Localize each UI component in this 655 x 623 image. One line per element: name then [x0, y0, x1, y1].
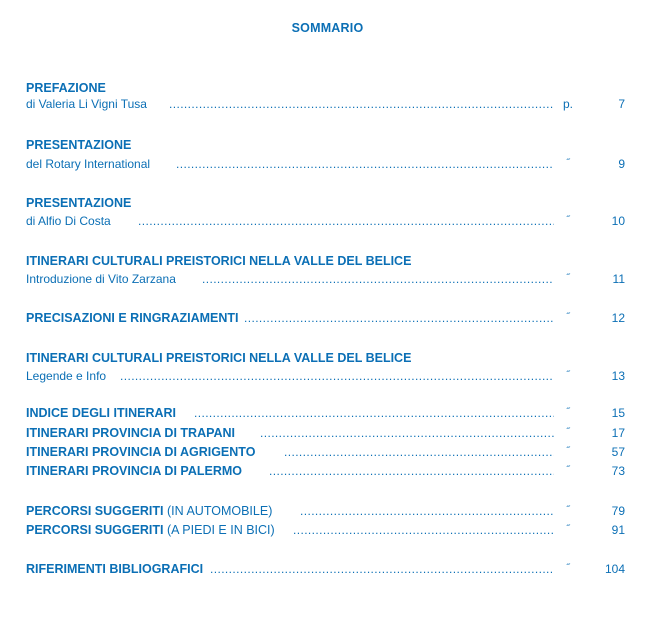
page-prefix: ˝	[566, 273, 570, 284]
page-prefix: ˝	[566, 158, 570, 169]
toc-entry-palermo[interactable]	[26, 463, 625, 479]
leader-dots	[169, 96, 554, 112]
toc-entry-introduzione[interactable]	[26, 271, 625, 287]
page-prefix: ˝	[566, 524, 570, 535]
toc-entry-legende[interactable]	[26, 368, 625, 384]
leader-dots	[138, 213, 554, 229]
toc-entry-text: INDICE DEGLI ITINERARI	[26, 406, 177, 420]
leader-dots	[210, 561, 554, 577]
toc-heading-presentazione: PRESENTAZIONE	[26, 138, 132, 152]
page-number: 91	[611, 523, 625, 537]
page-number: 9	[618, 157, 625, 171]
toc-entry-riferimenti[interactable]	[26, 561, 625, 577]
page-number: 11	[612, 272, 625, 286]
toc-entry-text: PRECISAZIONI E RINGRAZIAMENTI	[26, 311, 239, 325]
toc-entry-costa[interactable]	[26, 213, 625, 229]
leader-dots	[120, 368, 554, 384]
toc-entry-piedi[interactable]	[26, 522, 625, 538]
toc-entry-text	[26, 522, 275, 538]
page-prefix: ˝	[566, 505, 570, 516]
toc-heading-presentazione: PRESENTAZIONE	[26, 196, 132, 210]
leader-dots	[284, 444, 554, 460]
toc-entry-indice[interactable]	[26, 405, 625, 421]
toc-entry-text-bold: PERCORSI SUGGERITI	[26, 523, 164, 537]
toc-entry-text: ITINERARI PROVINCIA DI AGRIGENTO	[26, 445, 256, 459]
page-number: 17	[611, 426, 625, 440]
leader-dots	[202, 271, 554, 287]
page-prefix: p.	[562, 97, 573, 111]
page-prefix: ˝	[566, 407, 570, 418]
page-number: 7	[618, 97, 625, 111]
page-number: 10	[611, 214, 625, 228]
page-prefix: ˝	[566, 215, 570, 226]
leader-dots	[269, 463, 554, 479]
toc-heading-prefazione: PREFAZIONE	[26, 81, 106, 95]
toc-entry-precisazioni[interactable]	[26, 310, 625, 326]
leader-dots	[194, 405, 554, 421]
page-number: 57	[611, 445, 625, 459]
toc-entry-text: Legende e Info	[26, 369, 107, 383]
toc-entry-text-light: (IN AUTOMOBILE)	[167, 504, 273, 518]
page-number: 15	[611, 406, 625, 420]
toc-entry-text	[26, 503, 272, 519]
toc-entry-agrigento[interactable]	[26, 444, 625, 460]
toc-entry-text: di Alfio Di Costa	[26, 214, 111, 228]
toc-entry-text: del Rotary International	[26, 157, 151, 171]
leader-dots	[176, 156, 554, 172]
page-prefix: ˝	[566, 427, 570, 438]
toc-entry-text: ITINERARI PROVINCIA DI PALERMO	[26, 464, 242, 478]
page-number: 73	[611, 464, 625, 478]
toc-entry-text: ITINERARI PROVINCIA DI TRAPANI	[26, 426, 236, 440]
toc-entry-text: di Valeria Li Vigni Tusa	[26, 97, 147, 111]
leader-dots	[293, 522, 554, 538]
toc-heading-itinerari: ITINERARI CULTURALI PREISTORICI NELLA VALLE DEL BELICE	[26, 254, 412, 268]
page-number: 104	[604, 562, 625, 576]
page-number: 12	[611, 311, 625, 325]
toc-entry-automobile[interactable]	[26, 503, 625, 519]
toc-entry-text-light: (A PIEDI E IN BICI)	[167, 523, 275, 537]
page-prefix: ˝	[566, 446, 570, 457]
page-prefix: ˝	[566, 563, 570, 574]
leader-dots	[260, 425, 554, 441]
toc-entry-text: RIFERIMENTI BIBLIOGRAFICI	[26, 562, 204, 576]
toc-entry-trapani[interactable]	[26, 425, 625, 441]
toc-heading-itinerari: ITINERARI CULTURALI PREISTORICI NELLA VALLE DEL BELICE	[26, 351, 412, 365]
page-title: SOMMARIO	[291, 21, 364, 35]
page-number: 79	[611, 504, 625, 518]
page-number: 13	[611, 369, 625, 383]
leader-dots	[300, 503, 554, 519]
leader-dots	[244, 310, 554, 326]
toc-entry-prefazione[interactable]	[26, 96, 625, 112]
toc-entry-rotary[interactable]	[26, 156, 625, 172]
page-prefix: ˝	[566, 312, 570, 323]
toc-entry-text-bold: PERCORSI SUGGERITI	[26, 504, 164, 518]
page-prefix: ˝	[566, 465, 570, 476]
page-prefix: ˝	[566, 370, 570, 381]
toc-entry-text: Introduzione di Vito Zarzana	[26, 272, 176, 286]
